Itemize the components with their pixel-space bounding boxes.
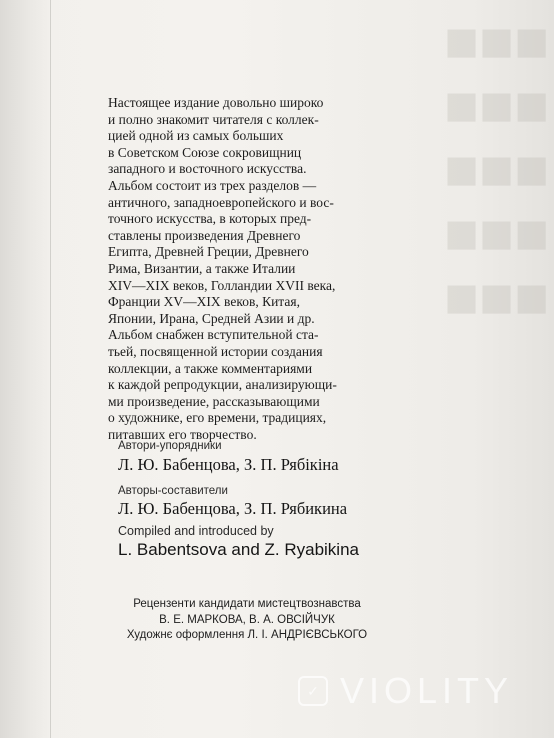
- page-fold: [50, 0, 51, 738]
- reviewers-names: В. Е. МАРКОВА, В. А. ОВСІЙЧУК: [159, 614, 335, 626]
- credits-uk-names: Л. Ю. Бабенцова, З. П. Рябікіна: [118, 455, 339, 474]
- abstract-paragraph: Настоящее издание довольно широко и полно знакомит читателя с коллек- цией одной из самых больших в Советском Союзе сокровищниц западного и восточного искусства. Альбом состоит из трех разделов — античного, западноевропейского и вос- точного искусства, в которых пред- ставлены произведения Древнего Египта, Древней Греции, Древнего Рима, Византии, а также Италии XIV—XIX веков, Голландии XVII века, Франции XV—XIX веков, Китая, Японии, Ирана, Средней Азии и др. Альбом снабжен вступительной ста- тьей, посвященной истории создания коллекции, а также комментариями к каждой репродукции, анализирующи- ми произведение, рассказывающими о художнике, его времени, традициях, питавших его творчество.: [108, 95, 337, 442]
- credits-ru-label: Авторы-составители: [118, 485, 228, 497]
- facing-page-edge: [0, 0, 52, 738]
- credits-uk-label: Автори-упорядники: [118, 440, 222, 452]
- watermark-logo-icon: ✓: [298, 676, 328, 706]
- show-through-print: ■■■ ■■■ ■■■ ■■■ ■■■: [444, 10, 550, 330]
- watermark: [298, 670, 513, 712]
- watermark-text: VIOLITY: [340, 670, 514, 711]
- credits-en-label: Compiled and introduced by: [118, 524, 274, 538]
- credits-ru-names: Л. Ю. Бабенцова, З. П. Рябикина: [118, 499, 348, 518]
- design-credit: Художнє оформлення Л. І. АНДРІЄВСЬКОГО: [126, 629, 368, 641]
- reviewers-label: Рецензенти кандидати мистецтвознавства: [133, 598, 361, 610]
- credits-en-names: L. Babentsova and Z. Ryabikina: [118, 540, 359, 559]
